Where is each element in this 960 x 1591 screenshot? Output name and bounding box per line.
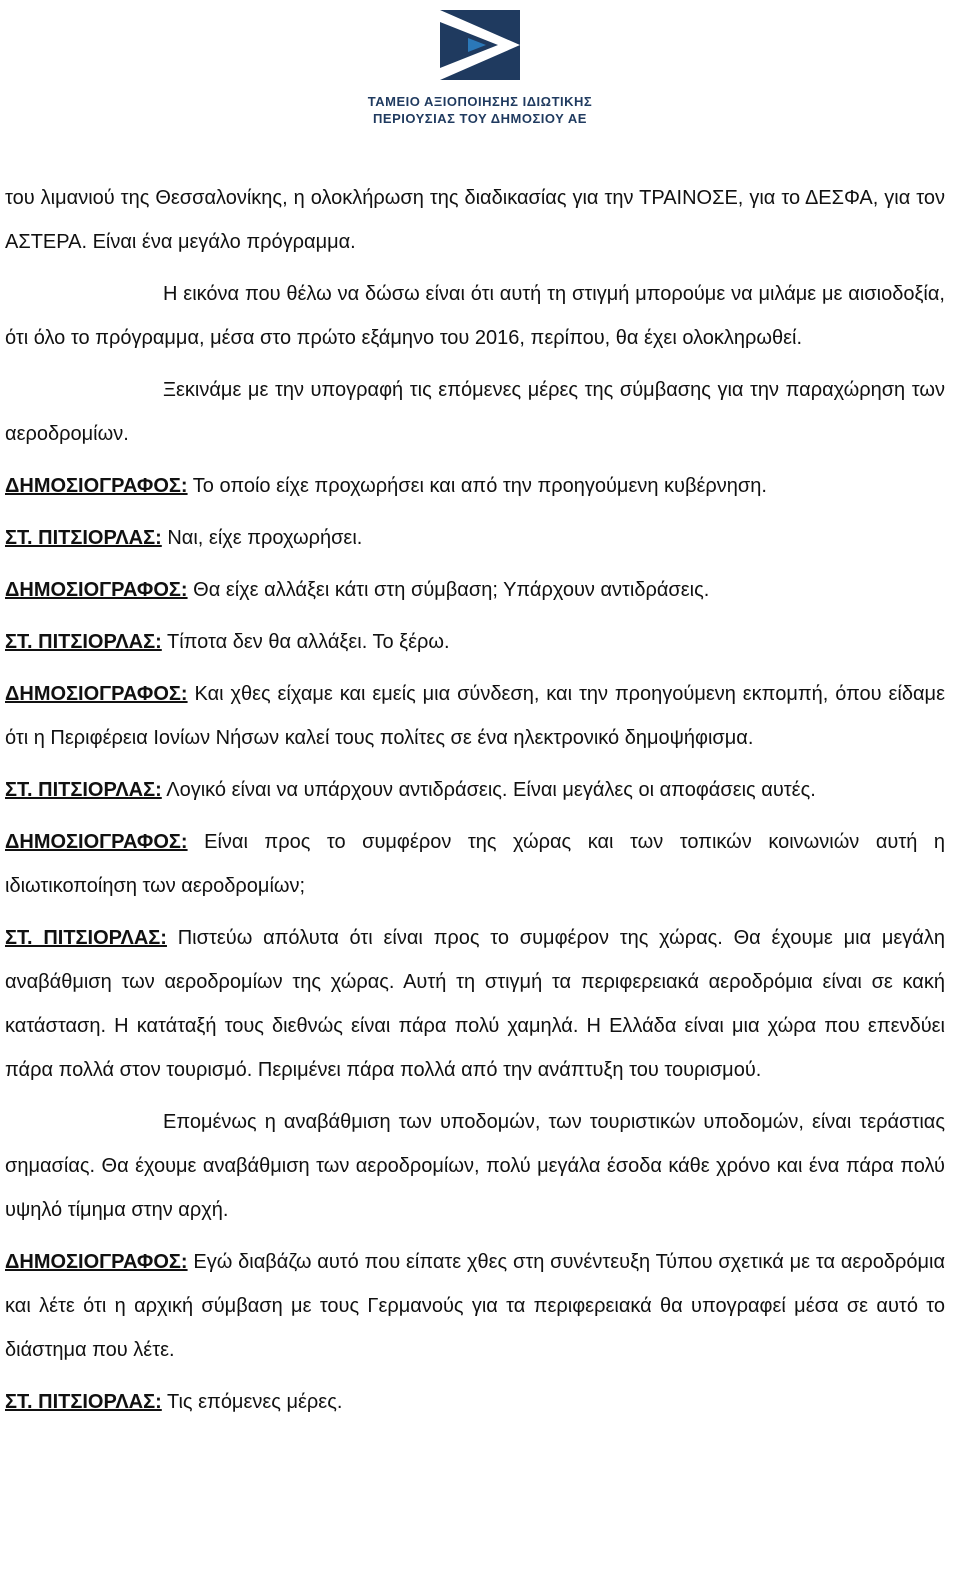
paragraph-text: Ξεκινάμε με την υπογραφή τις επόμενες μέρες της σύμβασης για την παραχώρηση των αεροδρομίων. [5, 379, 945, 445]
speaker-label: ΣΤ. ΠΙΤΣΙΟΡΛΑΣ: [5, 527, 162, 549]
paragraph-text: Λογικό είναι να υπάρχουν αντιδράσεις. Είναι μεγάλες οι αποφάσεις αυτές. [166, 779, 816, 801]
speaker-label: ΣΤ. ΠΙΤΣΙΟΡΛΑΣ: [5, 1391, 162, 1413]
body-paragraph [5, 1100, 945, 1232]
paragraph-text: Τίποτα δεν θα αλλάξει. Το ξέρω. [166, 631, 450, 653]
dialogue-paragraph [5, 464, 945, 508]
dialogue-paragraph [5, 1240, 945, 1372]
paragraph-text: Ναι, είχε προχωρήσει. [167, 527, 363, 549]
body-paragraph [5, 176, 945, 264]
speaker-label: ΔΗΜΟΣΙΟΓΡΑΦΟΣ: [5, 831, 188, 853]
paragraph-text: Τις επόμενες μέρες. [166, 1391, 343, 1413]
speaker-label: ΣΤ. ΠΙΤΣΙΟΡΛΑΣ: [5, 927, 167, 949]
dialogue-paragraph [5, 1380, 945, 1424]
body-paragraph [5, 368, 945, 456]
speaker-label: ΔΗΜΟΣΙΟΓΡΑΦΟΣ: [5, 683, 188, 705]
dialogue-paragraph [5, 768, 945, 812]
triangle-logo-icon [440, 10, 520, 80]
org-name-line-1: ΤΑΜΕΙΟ ΑΞΙΟΠΟΙΗΣΗΣ ΙΔΙΩΤΙΚΗΣ [367, 94, 593, 109]
logo [0, 0, 960, 140]
speaker-label: ΣΤ. ΠΙΤΣΙΟΡΛΑΣ: [5, 779, 162, 801]
dialogue-paragraph [5, 820, 945, 908]
paragraph-text: Η εικόνα που θέλω να δώσω είναι ότι αυτή τη στιγμή μπορούμε να μιλάμε με αισιοδοξία, ότι όλο το πρόγραμμα, μέσα στο πρώτο εξάμηνο του 2016, περίπου, θα έχει ολοκληρωθεί. [5, 283, 945, 349]
paragraph-text: Είναι προς το συμφέρον της χώρας και των τοπικών κοινωνιών αυτή η ιδιωτικοποίηση των αεροδρομίων; [5, 831, 945, 897]
paragraph-text: του λιμανιού της Θεσσαλονίκης, η ολοκλήρωση της διαδικασίας για την ΤΡΑΙΝΟΣΕ, για το ΔΕΣΦΑ, για τον ΑΣΤΕΡΑ. Είναι ένα μεγάλο πρόγραμμα. [5, 187, 945, 253]
speaker-label: ΔΗΜΟΣΙΟΓΡΑΦΟΣ: [5, 475, 188, 497]
paragraph-text: Θα είχε αλλάξει κάτι στη σύμβαση; Υπάρχουν αντιδράσεις. [193, 579, 710, 601]
paragraph-text: Επομένως η αναβάθμιση των υποδομών, των τουριστικών υποδομών, είναι τεράστιας σημασίας. Θα έχουμε αναβάθμιση των αεροδρομίων, πολύ μεγάλα έσοδα κάθε χρόνο και ένα πάρα πολύ υψηλό τίμημα στην αρχή. [5, 1111, 945, 1221]
speaker-label: ΔΗΜΟΣΙΟΓΡΑΦΟΣ: [5, 1251, 188, 1273]
paragraph-text: Το οποίο είχε προχωρήσει και από την προηγούμενη κυβέρνηση. [192, 475, 767, 497]
paragraph-text: Και χθες είχαμε και εμείς μια σύνδεση, και την προηγούμενη εκπομπή, όπου είδαμε ότι η Περιφέρεια Ιονίων Νήσων καλεί τους πολίτες σε ένα ηλεκτρονικό δημοψήφισμα. [5, 683, 945, 749]
speaker-label: ΣΤ. ΠΙΤΣΙΟΡΛΑΣ: [5, 631, 162, 653]
org-name-line-2: ΠΕΡΙΟΥΣΙΑΣ ΤΟΥ ΔΗΜΟΣΙΟΥ ΑΕ [373, 111, 587, 126]
body-paragraph [5, 272, 945, 360]
dialogue-paragraph [5, 516, 945, 560]
transcript-body [5, 176, 945, 1432]
dialogue-paragraph [5, 672, 945, 760]
dialogue-paragraph [5, 916, 945, 1092]
speaker-label: ΔΗΜΟΣΙΟΓΡΑΦΟΣ: [5, 579, 188, 601]
dialogue-paragraph [5, 568, 945, 612]
paragraph-text: Πιστεύω απόλυτα ότι είναι προς το συμφέρον της χώρας. Θα έχουμε μια μεγάλη αναβάθμιση των αεροδρομίων της χώρας. Αυτή τη στιγμή τα περιφερειακά αεροδρόμια είναι σε κακή κατάσταση. Η κατάταξή τους διεθνώς είναι πάρα πολύ χαμηλά. Η Ελλάδα είναι μια χώρα που επενδύει πάρα πολλά στον τουρισμό. Περιμένει πάρα πολλά από την ανάπτυξη του τουρισμού. [5, 927, 945, 1081]
paragraph-text: Εγώ διαβάζω αυτό που είπατε χθες στη συνέντευξη Τύπου σχετικά με τα αεροδρόμια και λέτε ότι η αρχική σύμβαση με τους Γερμανούς για τα περιφερειακά θα υπογραφεί μέσα σε αυτό το διάστημα που λέτε. [5, 1251, 946, 1361]
dialogue-paragraph [5, 620, 945, 664]
